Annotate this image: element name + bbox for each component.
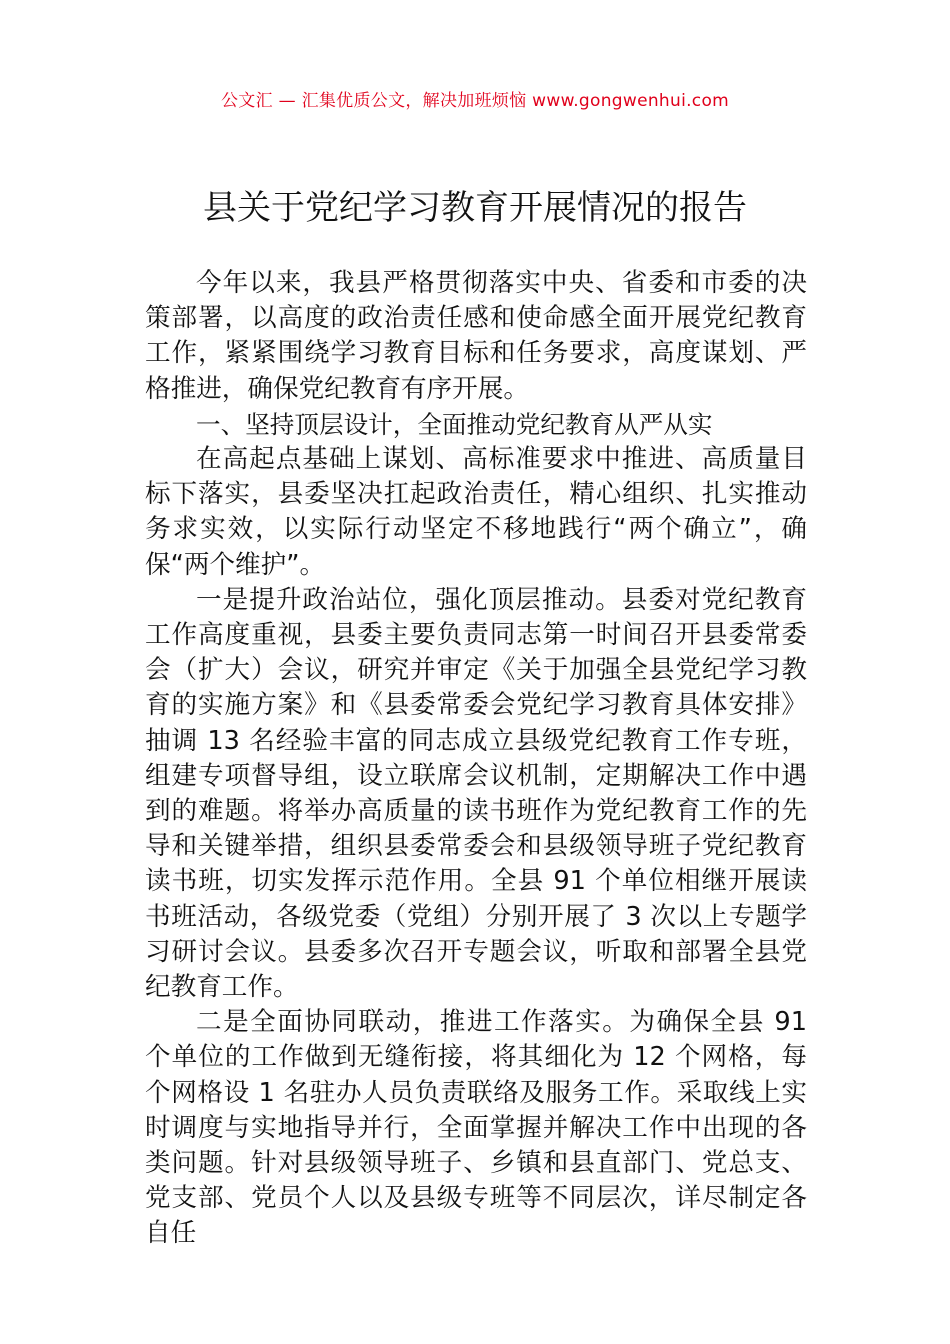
document-body bbox=[145, 266, 807, 1252]
paragraph-point-1: 一是提升政治站位，强化顶层推动。县委对党纪教育工作高度重视，县委主要负责同志第一时间召开县委常委会（扩大）会议，研究并审定《关于加强全县党纪学习教育的实施方案》和《县委常委会党纪学习教育具体安排》抽调 13 名经验丰富的同志成立县级党纪教育工作专班，组建专项督导组，设立联席会议机制，定期解决工作中遇到的难题。将举办高质量的读书班作为党纪教育工作的先导和关键举措，组织县委常委会和县级领导班子党纪教育读书班，切实发挥示范作用。全县 91 个单位相继开展读书班活动，各级党委（党组）分别开展了 3 次以上专题学习研讨会议。县委多次召开专题会议，听取和部署全县党纪教育工作。 bbox=[145, 584, 807, 1003]
header-banner: 公文汇 — 汇集优质公文，解决加班烦恼 www.gongwenhui.com bbox=[220, 91, 730, 111]
paragraph-intro: 今年以来，我县严格贯彻落实中央、省委和市委的决策部署，以高度的政治责任感和使命感全面开展党纪教育工作，紧紧围绕学习教育目标和任务要求，高度谋划、严格推进，确保党纪教育有序开展。 bbox=[145, 268, 807, 404]
section-heading-1: 一、坚持顶层设计，全面推动党纪教育从严从实 bbox=[196, 409, 713, 439]
paragraph-point-2: 二是全面协同联动，推进工作落实。为确保全县 91 个单位的工作做到无缝衔接，将其细化为 12 个网格，每个网格设 1 名驻办人员负责联络及服务工作。采取线上实时调度与实地指导并行，全面掌握并解决工作中出现的各类问题。针对县级领导班子、乡镇和县直部门、党总支、党支部、党员个人以及县级专班等不同层次，详尽制定各自任 bbox=[145, 1007, 807, 1249]
document-title: 县关于党纪学习教育开展情况的报告 bbox=[203, 188, 747, 228]
paragraph-section-1-summary: 在高起点基础上谋划、高标准要求中推进、高质量目标下落实，县委坚决扛起政治责任，精心组织、扎实推动务求实效，以实际行动坚定不移地践行“两个确立”，确保“两个维护”。 bbox=[145, 444, 807, 580]
